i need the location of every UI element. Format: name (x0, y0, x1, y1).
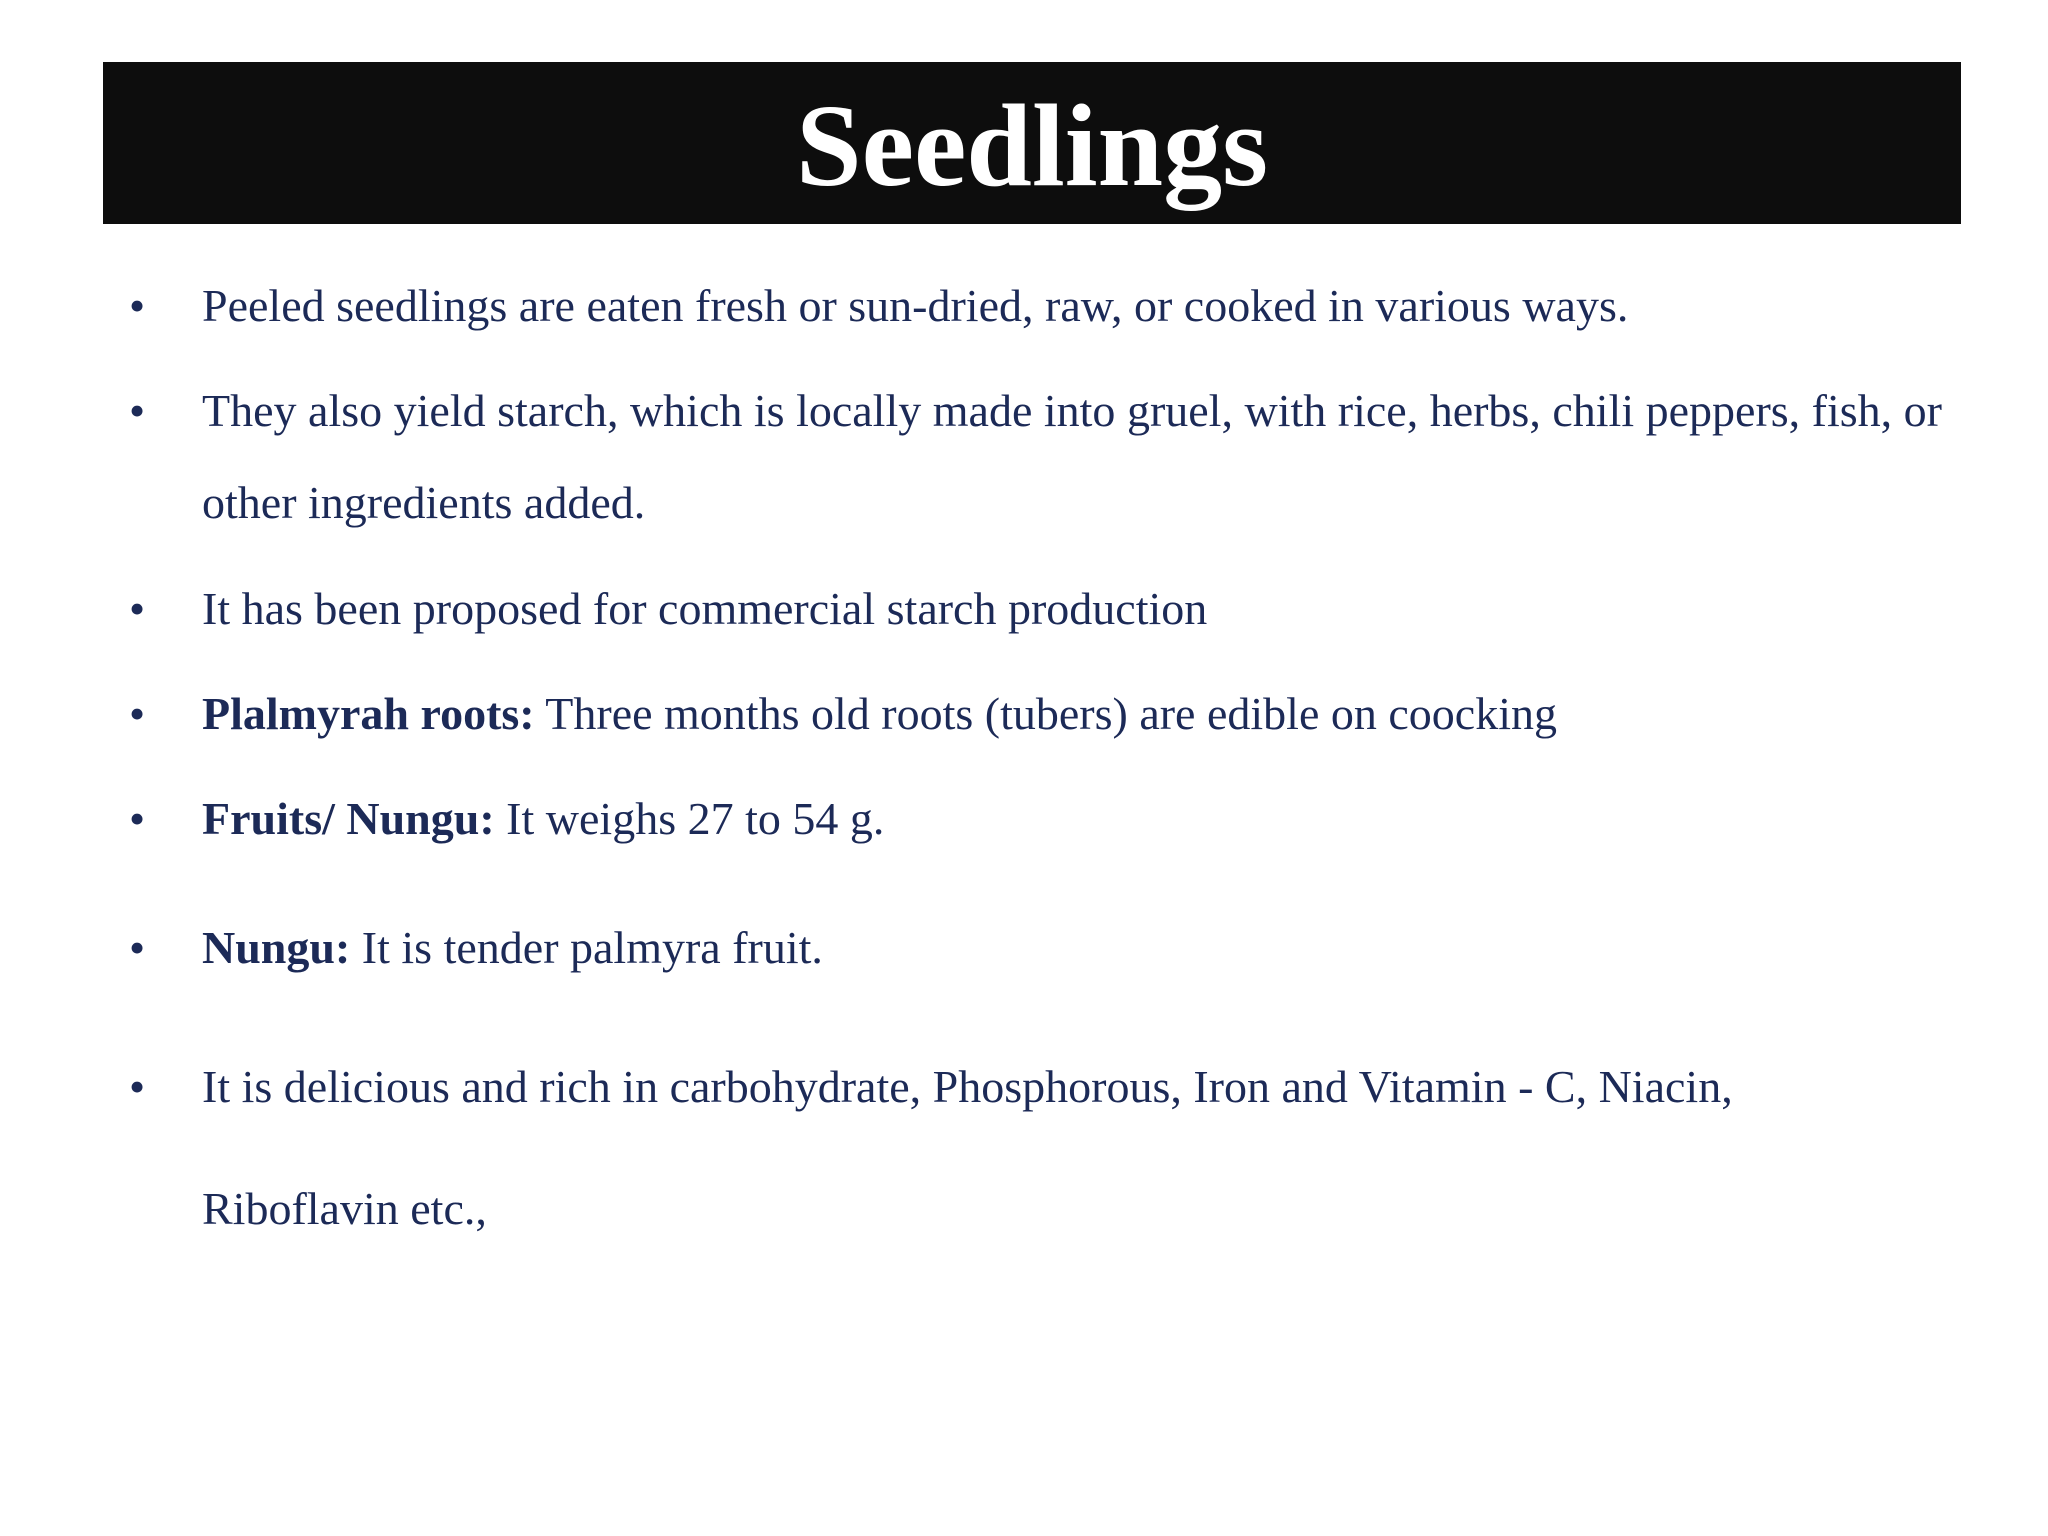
bullet-desc-6: It is tender palmyra fruit. (350, 922, 823, 973)
title-bar (103, 62, 1961, 224)
bullet-term-4: Plalmyrah roots: (202, 688, 535, 739)
bullet-desc-4: Three months old roots (tubers) are edible on coocking (534, 688, 1557, 739)
bullet-text-4 (202, 668, 1557, 760)
bullet-dot-icon: • (128, 922, 146, 973)
bullet-dot-icon: • (128, 385, 146, 436)
bullet-dot-icon: • (128, 688, 146, 739)
bullet-dot-icon: • (128, 583, 146, 634)
bullet-desc-5: It weighs 27 to 54 g. (494, 793, 885, 844)
bullet-text-2: They also yield starch, which is locally made into gruel, with rice, herbs, chili peppers, fish, or other ingredients added. (202, 385, 1942, 528)
bullet-dot-icon: • (128, 793, 146, 844)
bullet-dot-icon: • (128, 280, 146, 331)
bullet-text-3: It has been proposed for commercial starch production (202, 583, 1208, 634)
bullet-text-6 (202, 902, 823, 994)
bullet-term-6: Nungu: (202, 922, 351, 973)
bullet-text-7: It is delicious and rich in carbohydrate, Phosphorous, Iron and Vitamin - C, Niacin, (202, 1061, 1733, 1112)
bullet-text-5 (202, 773, 884, 865)
bullet-term-5: Fruits/ Nungu: (202, 793, 495, 844)
slide-title: Seedlings (795, 80, 1269, 211)
bullet-text-1: Peeled seedlings are eaten fresh or sun-dried, raw, or cooked in various ways. (202, 280, 1629, 331)
bullet-dot-icon: • (128, 1061, 146, 1112)
bullet-text-7-line-2: Riboflavin etc., (202, 1183, 487, 1234)
